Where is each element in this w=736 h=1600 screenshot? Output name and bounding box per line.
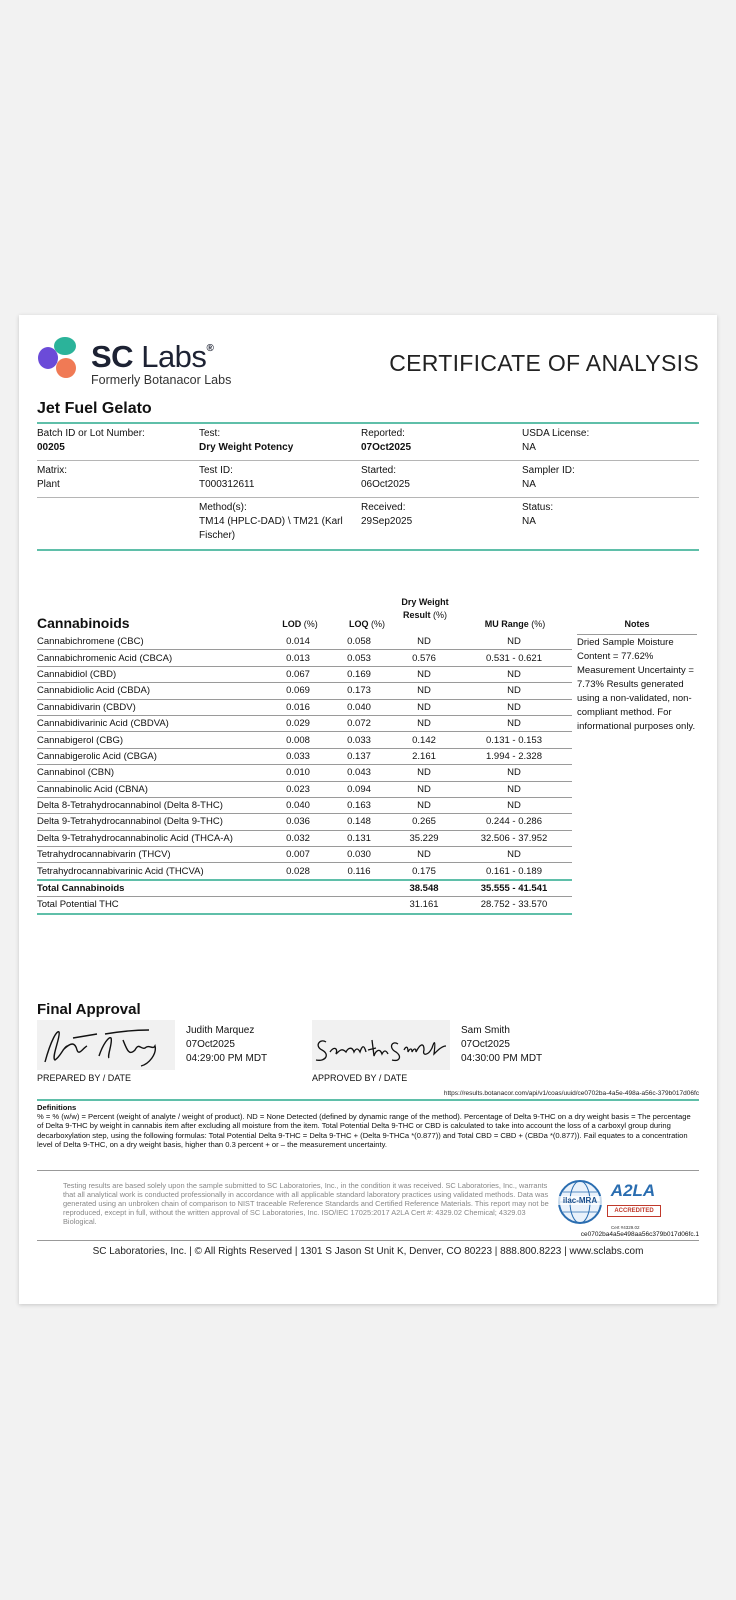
- lod-value: 0.028: [270, 863, 326, 880]
- result-value: ND: [392, 666, 456, 682]
- analyte-name: Cannabichromenic Acid (CBCA): [37, 650, 270, 666]
- batch-info: Batch ID or Lot Number: 00205: [37, 428, 145, 453]
- table-row: [37, 715, 572, 731]
- lod-value: [270, 897, 326, 914]
- mu-range-value: ND: [456, 781, 572, 797]
- divider: [37, 422, 699, 424]
- lod-value: 0.007: [270, 847, 326, 863]
- result-value: 35.229: [392, 830, 456, 846]
- analyte-name: Total Potential THC: [37, 897, 270, 914]
- analyte-name: Cannabidiol (CBD): [37, 666, 270, 682]
- usda-info: USDA License: NA: [522, 428, 590, 453]
- lod-value: 0.040: [270, 797, 326, 813]
- table-row: [37, 863, 572, 880]
- result-value: 2.161: [392, 748, 456, 764]
- table-row: [37, 765, 572, 781]
- lod-value: 0.067: [270, 666, 326, 682]
- signature-image: [37, 1020, 175, 1070]
- loq-value: [326, 880, 392, 897]
- table-row: [37, 650, 572, 666]
- loq-value: 0.072: [326, 715, 392, 731]
- final-approval-title: Final Approval: [37, 1001, 141, 1018]
- loq-header: LOQ (%): [349, 619, 385, 629]
- product-name: Jet Fuel Gelato: [37, 400, 152, 417]
- cannabinoids-title: Cannabinoids: [37, 615, 130, 631]
- prepared-signature: [37, 1020, 175, 1070]
- result-value: ND: [392, 683, 456, 699]
- document-title: CERTIFICATE OF ANALYSIS: [389, 350, 699, 376]
- table-row: [37, 797, 572, 813]
- loq-value: 0.094: [326, 781, 392, 797]
- loq-value: 0.040: [326, 699, 392, 715]
- result-value: 0.576: [392, 650, 456, 666]
- table-row: [37, 683, 572, 699]
- mu-range-value: 35.555 - 41.541: [456, 880, 572, 897]
- analyte-name: Tetrahydrocannabivarinic Acid (THCVA): [37, 863, 270, 880]
- loq-value: [326, 897, 392, 914]
- analyte-name: Delta 9-Tetrahydrocannabinolic Acid (THCA-A): [37, 830, 270, 846]
- lod-value: 0.069: [270, 683, 326, 699]
- divider: [37, 497, 699, 498]
- analyte-name: Cannabigerolic Acid (CBGA): [37, 748, 270, 764]
- logo-wordmark: SC Labs®: [91, 339, 214, 374]
- mu-range-value: ND: [456, 634, 572, 650]
- lod-value: 0.010: [270, 765, 326, 781]
- mu-range-value: ND: [456, 715, 572, 731]
- loq-value: 0.043: [326, 765, 392, 781]
- result-value: ND: [392, 781, 456, 797]
- analyte-name: Cannabinol (CBN): [37, 765, 270, 781]
- table-row: [37, 748, 572, 764]
- lod-value: 0.032: [270, 830, 326, 846]
- results-url[interactable]: https://results.botanacor.com/api/v1/coas/uuid/ce0702ba-4a5e-498a-a56c-379b017d06fc: [443, 1090, 699, 1097]
- mu-range-value: 32.506 - 37.952: [456, 830, 572, 846]
- divider: [37, 549, 699, 551]
- analyte-name: Delta 9-Tetrahydrocannabinol (Delta 9-THC): [37, 814, 270, 830]
- loq-value: 0.033: [326, 732, 392, 748]
- test-info: Test: Dry Weight Potency: [199, 428, 294, 453]
- divider: [37, 1240, 699, 1241]
- analyte-name: Cannabidiolic Acid (CBDA): [37, 683, 270, 699]
- reported-info: Reported: 07Oct2025: [361, 428, 412, 453]
- mu-range-value: ND: [456, 765, 572, 781]
- ilac-mra-badge: [557, 1179, 603, 1225]
- lod-value: 0.016: [270, 699, 326, 715]
- notes-header: Notes: [624, 619, 650, 629]
- analyte-name: Delta 8-Tetrahydrocannabinol (Delta 8-THC): [37, 797, 270, 813]
- table-row: [37, 634, 572, 650]
- lod-header: LOD (%): [282, 619, 318, 629]
- divider: [37, 1099, 699, 1101]
- loq-value: 0.053: [326, 650, 392, 666]
- mu-range-value: ND: [456, 847, 572, 863]
- divider: [37, 460, 699, 461]
- lod-value: 0.033: [270, 748, 326, 764]
- mu-range-value: ND: [456, 699, 572, 715]
- accredited-label: ACCREDITED: [607, 1205, 661, 1217]
- analyte-name: Cannabidivarin (CBDV): [37, 699, 270, 715]
- result-value: ND: [392, 699, 456, 715]
- lod-value: 0.036: [270, 814, 326, 830]
- mu-range-value: ND: [456, 666, 572, 682]
- cannabinoids-table: [37, 634, 572, 915]
- loq-value: 0.131: [326, 830, 392, 846]
- mu-range-value: 0.531 - 0.621: [456, 650, 572, 666]
- lod-value: 0.029: [270, 715, 326, 731]
- analyte-name: Cannabidivarinic Acid (CBDVA): [37, 715, 270, 731]
- a2la-badge: [605, 1181, 661, 1221]
- loq-value: 0.030: [326, 847, 392, 863]
- table-row: [37, 814, 572, 830]
- certificate-page: [19, 315, 717, 1304]
- mu-range-value: ND: [456, 797, 572, 813]
- approved-caption: APPROVED BY / DATE: [312, 1073, 408, 1083]
- table-row: [37, 781, 572, 797]
- result-value: ND: [392, 715, 456, 731]
- sampler-info: Sampler ID: NA: [522, 465, 575, 490]
- loq-value: 0.148: [326, 814, 392, 830]
- total-thc-row: [37, 897, 572, 914]
- received-info: Received: 29Sep2025: [361, 502, 413, 527]
- method-info: Method(s): TM14 (HPLC-DAD) \ TM21 (Karl Fischer): [199, 502, 343, 541]
- ilac-label: ilac-MRA: [557, 1196, 603, 1205]
- result-value: 0.175: [392, 863, 456, 880]
- mu-range-value: 1.994 - 2.328: [456, 748, 572, 764]
- cert-number: Cert #4329.02: [611, 1225, 640, 1230]
- mu-range-value: 28.752 - 33.570: [456, 897, 572, 914]
- testid-info: Test ID: T000312611: [199, 465, 255, 490]
- analyte-name: Total Cannabinoids: [37, 880, 270, 897]
- result-value: 0.265: [392, 814, 456, 830]
- result-header: Dry Weight Result (%): [401, 597, 449, 620]
- analyte-name: Cannabichromene (CBC): [37, 634, 270, 650]
- mu-range-value: 0.131 - 0.153: [456, 732, 572, 748]
- notes-text: Dried Sample Moisture Content = 77.62% Measurement Uncertainty = 7.73% Results generated using a non-validated, non-compliant method. For informational purposes only.: [577, 634, 697, 734]
- lod-value: 0.014: [270, 634, 326, 650]
- matrix-info: Matrix: Plant: [37, 465, 67, 490]
- lod-value: [270, 880, 326, 897]
- footer: SC Laboratories, Inc. | © All Rights Reserved | 1301 S Jason St Unit K, Denver, CO 80223 | 888.800.8223 | www.sclabs.com: [92, 1246, 644, 1257]
- status-info: Status: NA: [522, 502, 554, 527]
- result-value: 0.142: [392, 732, 456, 748]
- total-cannabinoids-row: [37, 880, 572, 897]
- signature-image: [312, 1020, 450, 1070]
- result-value: ND: [392, 797, 456, 813]
- mu-range-value: 0.244 - 0.286: [456, 814, 572, 830]
- disclaimer: Testing results are based solely upon the sample submitted to SC Laboratories, Inc., in the condition it was received. SC Laboratories, Inc., warrants that all analytical work is conducted professionally in accordance with all applicable standard laboratory practices using validated methods. Data was generated using an unbroken chain of comparison to NIST traceable Reference Standards and Certified Reference Materials. This report may not be reproduced, except in full, without the written approval of SC Laboratories, Inc. ISO/IEC 17025:2017 A2LA Cert #: 4329.02 Chemical; 4329.03 Biological.: [63, 1181, 549, 1226]
- loq-value: 0.058: [326, 634, 392, 650]
- approved-signature: [312, 1020, 450, 1070]
- table-row: [37, 830, 572, 846]
- result-value: ND: [392, 847, 456, 863]
- result-value: ND: [392, 765, 456, 781]
- started-info: Started: 06Oct2025: [361, 465, 410, 490]
- analyte-name: Cannabinolic Acid (CBNA): [37, 781, 270, 797]
- lod-value: 0.013: [270, 650, 326, 666]
- analyte-name: Tetrahydrocannabivarin (THCV): [37, 847, 270, 863]
- loq-value: 0.163: [326, 797, 392, 813]
- approved-info: Sam Smith 07Oct2025 04:30:00 PM MDT: [461, 1025, 543, 1064]
- divider: [37, 1170, 699, 1171]
- loq-value: 0.173: [326, 683, 392, 699]
- mu-range-value: ND: [456, 683, 572, 699]
- document-id: ce0702ba4a5e498aa56c379b017d06fc.1: [580, 1231, 699, 1238]
- mu-header: MU Range (%): [484, 619, 546, 629]
- logo-subtitle: Formerly Botanacor Labs: [91, 373, 232, 387]
- loq-value: 0.169: [326, 666, 392, 682]
- prepared-caption: PREPARED BY / DATE: [37, 1073, 132, 1083]
- sc-labs-logo: [37, 333, 237, 391]
- mu-range-value: 0.161 - 0.189: [456, 863, 572, 880]
- table-row: [37, 699, 572, 715]
- result-value: 38.548: [392, 880, 456, 897]
- table-row: [37, 666, 572, 682]
- analyte-name: Cannabigerol (CBG): [37, 732, 270, 748]
- result-value: 31.161: [392, 897, 456, 914]
- a2la-label: A2LA: [610, 1181, 656, 1200]
- loq-value: 0.137: [326, 748, 392, 764]
- lod-value: 0.023: [270, 781, 326, 797]
- prepared-info: Judith Marquez 07Oct2025 04:29:00 PM MDT: [186, 1025, 268, 1064]
- table-row: [37, 732, 572, 748]
- loq-value: 0.116: [326, 863, 392, 880]
- table-row: [37, 847, 572, 863]
- result-value: ND: [392, 634, 456, 650]
- definitions: Definitions % = % (w/w) = Percent (weight of analyte / weight of product). ND = None Detected (defined by dynamic range of the method). Percentage of Delta 9-THC on a dry weight basis = The percentage of Delta 9-THC by weight in cannabis item after excluding all moisture from the item. Total Potential Delta 9-THC or CBD is calculated to take into account the loss of a carboxyl group during decarboxylation step, using the following formulas: Total Potential Delta 9-THC = Delta 9-THC + (Delta 9-THCa *(0.877)) and Total CBD = CBD + (CBDa *(0.877)). Fail equates to a concentration level of Delta 9-THC, on a dry weight basis, higher than 0.3 percent + or – the measurement uncertainty.: [37, 1103, 691, 1149]
- logo-mark-icon: [37, 335, 83, 381]
- lod-value: 0.008: [270, 732, 326, 748]
